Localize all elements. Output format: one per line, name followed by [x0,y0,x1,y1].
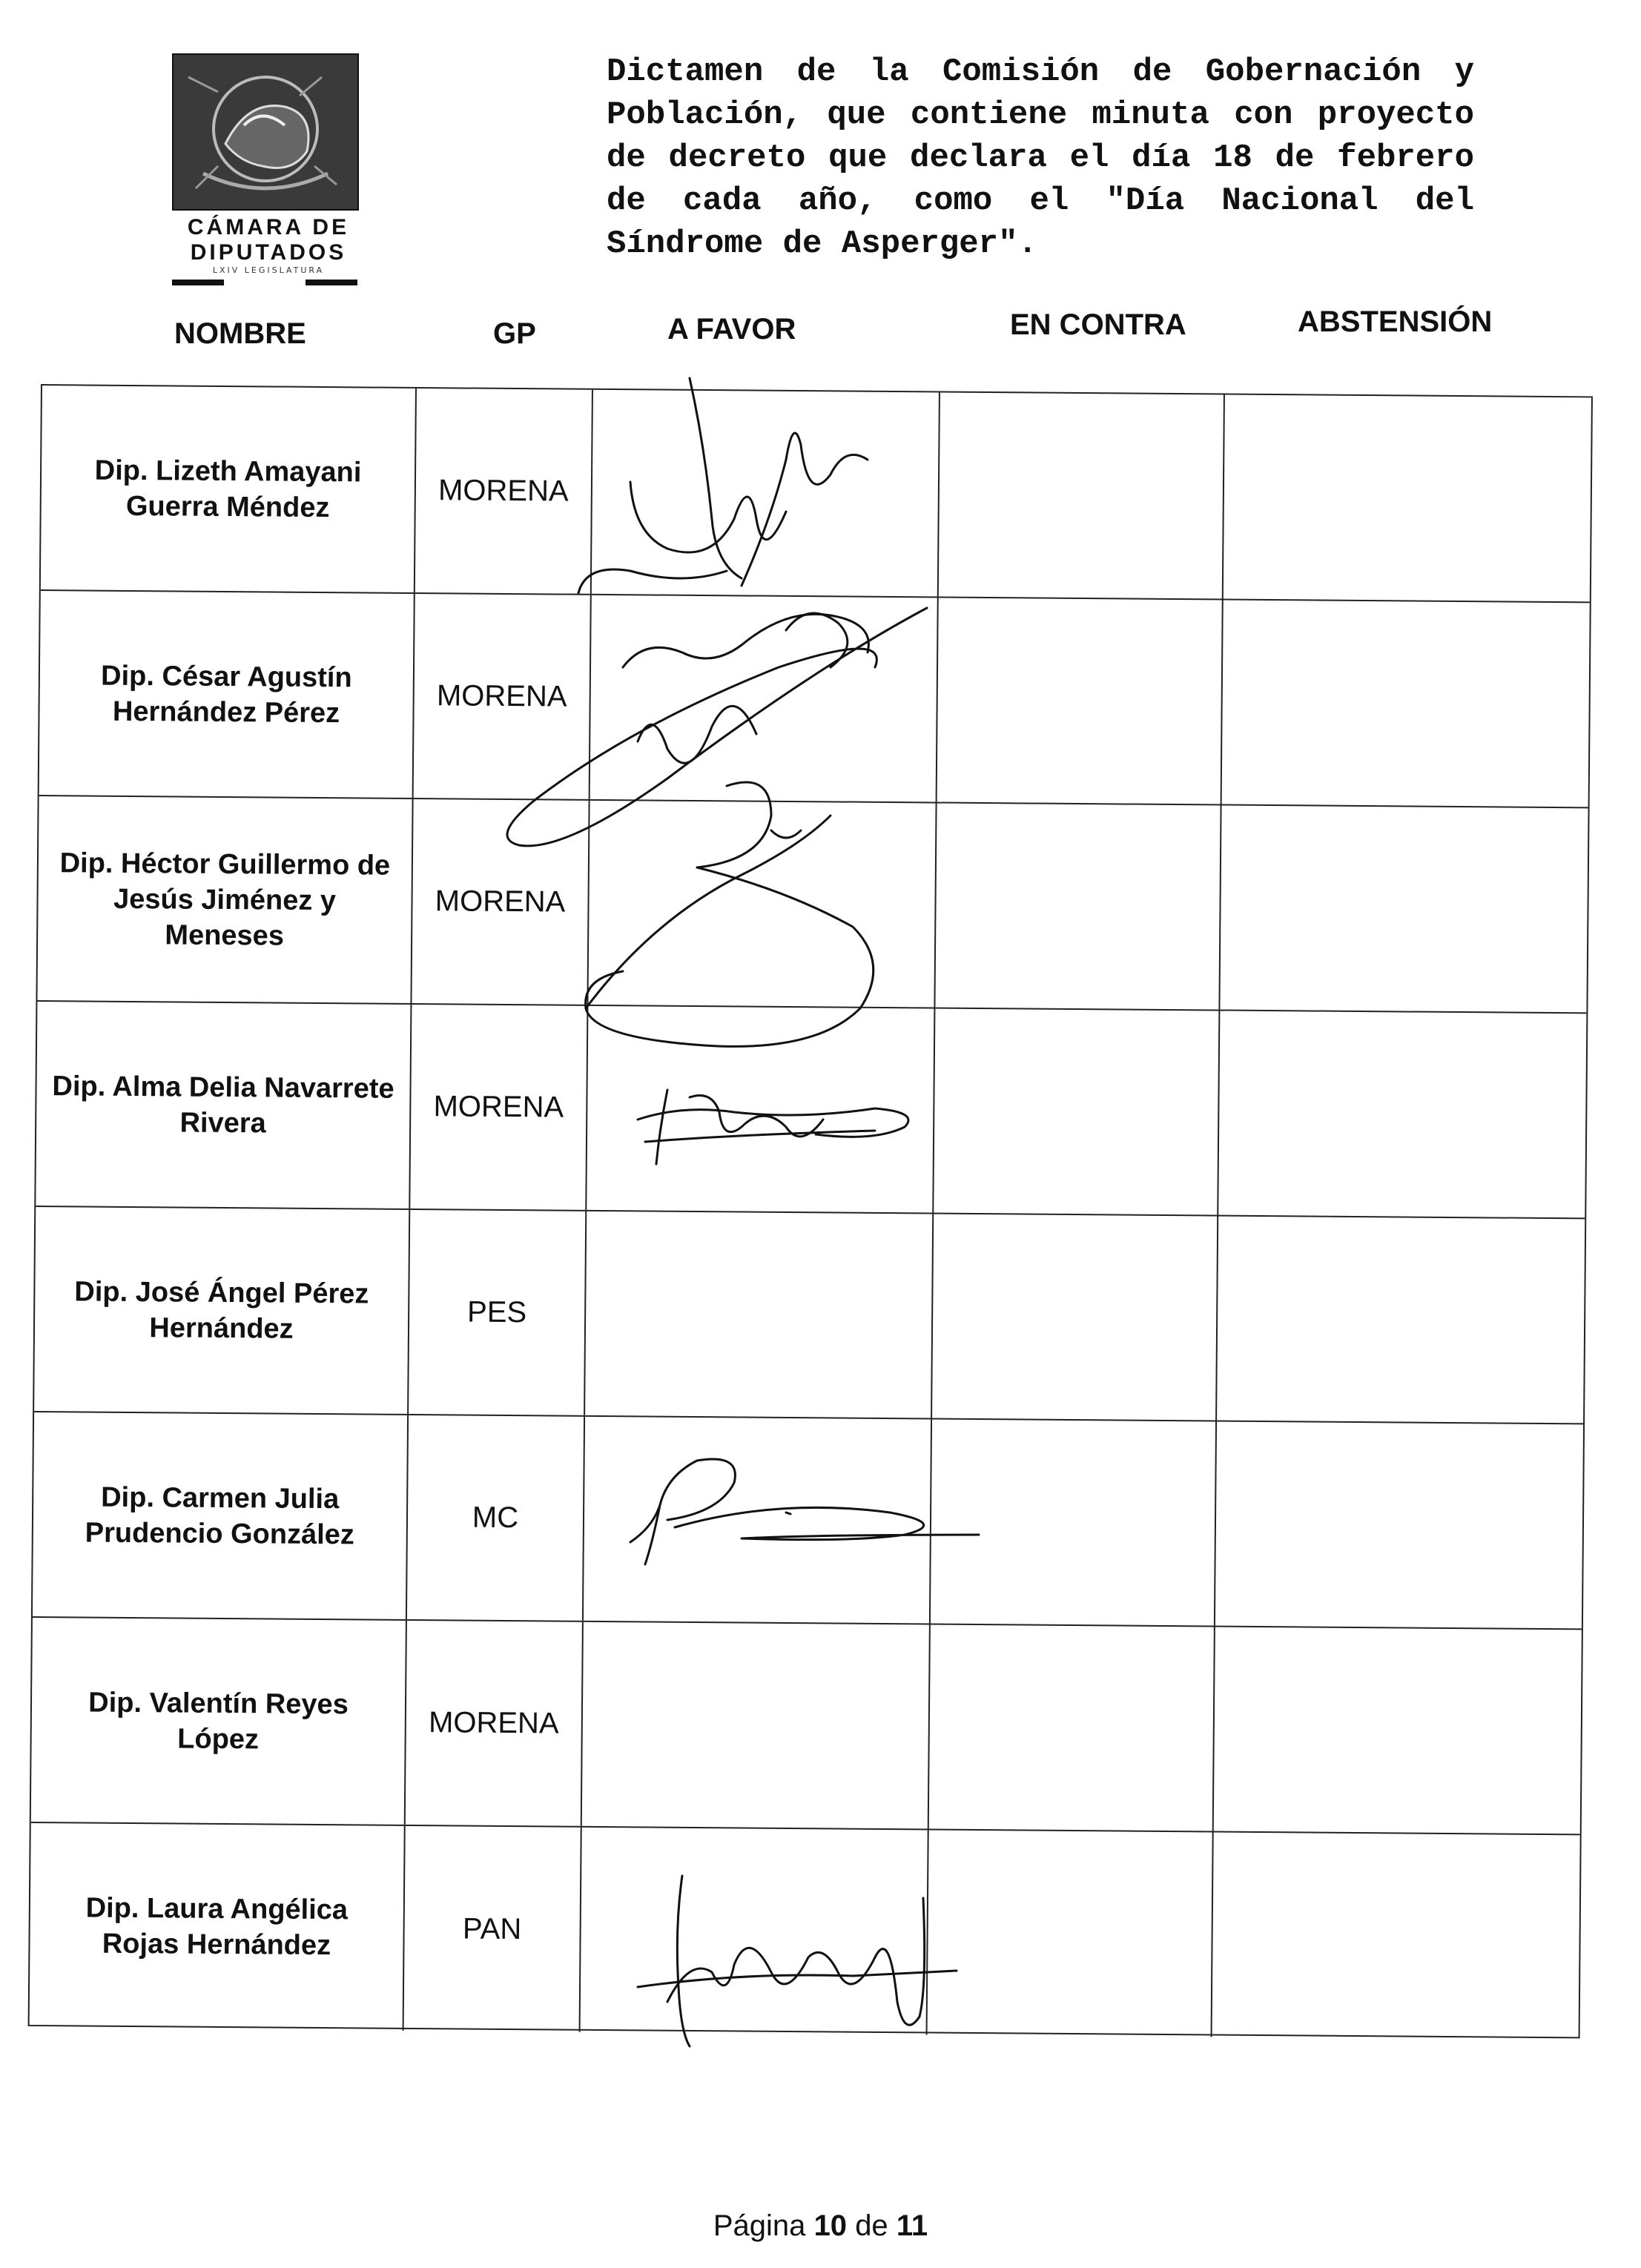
deputy-name: Dip. César Agustín Hernández Pérez [39,591,415,798]
party-cell: MC [407,1415,585,1621]
deputy-name: Dip. Héctor Guillermo de Jesús Jiménez y Meneses [37,796,413,1003]
header-en-contra: EN CONTRA [1010,308,1186,341]
total-pages: 11 [896,2209,928,2242]
logo-text-legislatura: LXIV LEGISLATURA [212,265,325,275]
party-cell: PAN [404,1826,582,2032]
header-abstension: ABSTENSIÓN [1298,305,1493,338]
party-cell: MORENA [412,799,590,1005]
signature-1 [578,378,868,593]
deputy-name: Dip. Alma Delia Navarrete Rivera [36,1002,412,1209]
page-number [0,2209,1641,2243]
header-gp: GP [493,317,536,350]
deputy-name: Dip. Lizeth Amayani Guerra Méndez [41,386,417,592]
logo-text-diputados: DIPUTADOS [190,240,347,265]
page-prefix: Página [713,2209,806,2242]
signature-3 [586,782,874,1046]
logo-text-camara: CÁMARA DE [187,215,350,239]
signature-6 [630,1459,979,1564]
signature-8 [638,1876,957,2046]
header-nombre: NOMBRE [174,317,306,350]
current-page: 10 [813,2209,848,2242]
deputy-name: Dip. Carmen Julia Prudencio González [33,1412,409,1619]
party-cell: MORENA [414,594,592,799]
page-middle: de [855,2209,888,2242]
party-cell: PES [409,1210,587,1415]
deputy-name: Dip. Valentín Reyes López [31,1618,407,1825]
document-title: Dictamen de la Comisión de Gobernación y Población, que contiene minuta con proyecto de decreto que declara el día 18 de febrero de cada año, como el "Día Nacional del Síndrome de Asperger". [607,53,1474,262]
deputy-name: Dip. Laura Angélica Rojas Hernández [30,1823,406,2031]
deputy-name: Dip. José Ángel Pérez Hernández [34,1207,410,1414]
party-cell: MORENA [415,389,593,594]
header-a-favor: A FAVOR [667,313,796,346]
party-cell: MORENA [410,1005,588,1210]
party-cell: MORENA [406,1621,584,1826]
signature-2 [507,608,927,846]
signature-4 [638,1090,908,1164]
